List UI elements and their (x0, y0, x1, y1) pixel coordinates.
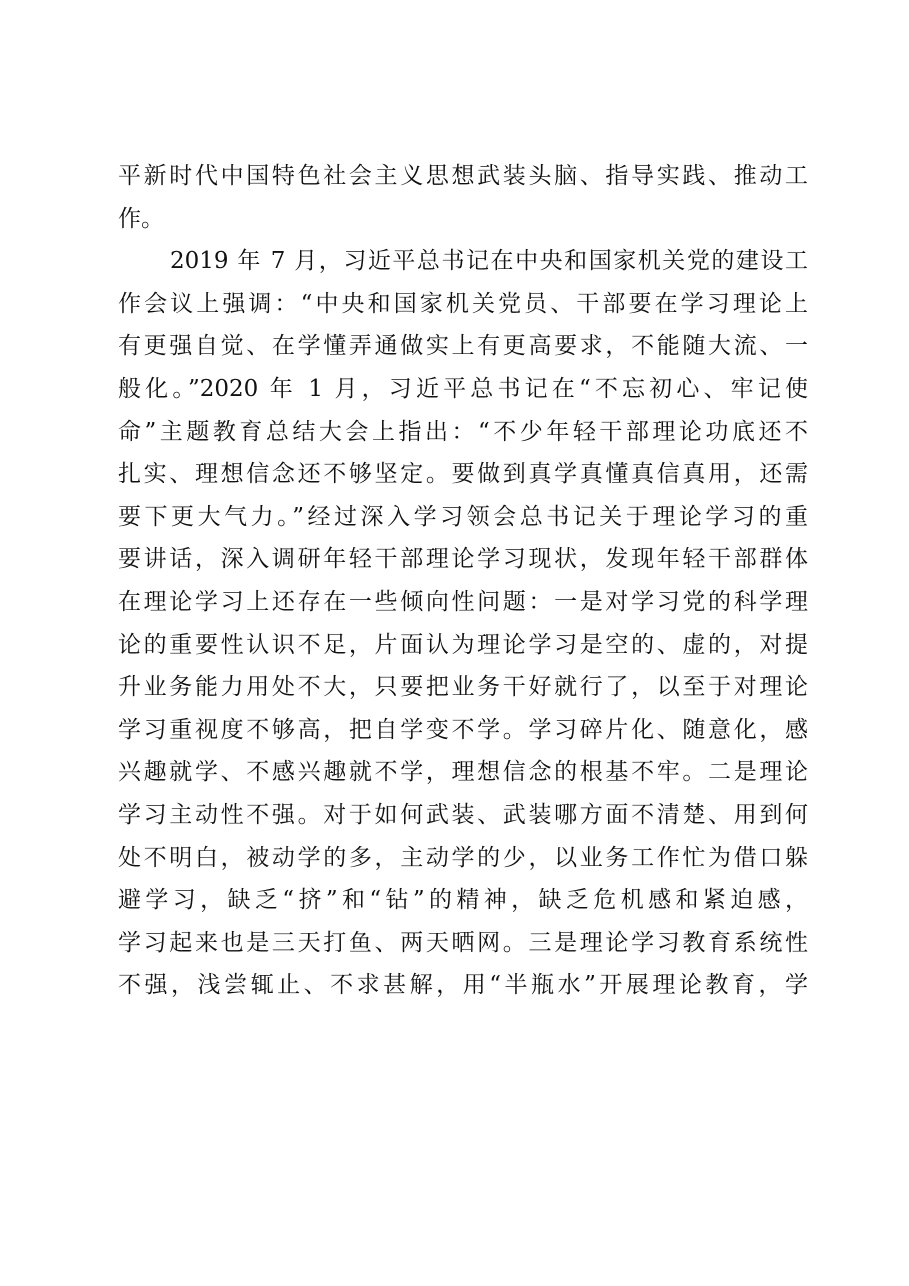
text-line: 升业务能力用处不大，只要把业务干好就行了，以至于对理论 (118, 674, 808, 701)
text-line: 作。 (118, 205, 164, 232)
text-line: 有更强自觉、在学懂弄通做实上有更高要求，不能随大流、一 (118, 333, 808, 360)
paragraph-first-line: 2019 年 7 月，习近平总书记在中央和国家机关党的建设工 (170, 248, 808, 275)
text-line: 在理论学习上还存在一些倾向性问题：一是对学习党的科学理 (118, 588, 808, 615)
text-line: 平新时代中国特色社会主义思想武装头脑、指导实践、推动工 (118, 163, 808, 189)
text-line: 兴趣就学、不感兴趣就不学，理想信念的根基不牢。二是理论 (118, 759, 808, 786)
text-line: 学习起来也是三天打鱼、两天晒网。三是理论学习教育系统性 (118, 929, 808, 956)
text-line: 处不明白，被动学的多，主动学的少，以业务工作忙为借口躲 (118, 844, 808, 871)
text-line: 作会议上强调：“中央和国家机关党员、干部要在学习理论上 (118, 290, 808, 317)
body-text (118, 155, 808, 1007)
text-line: 要讲话，深入调研年轻干部理论学习现状，发现年轻干部群体 (118, 546, 808, 573)
text-line: 不强，浅尝辄止、不求甚解，用“半瓶水”开展理论教育，学 (118, 972, 808, 999)
text-line: 要下更大气力。”经过深入学习领会总书记关于理论学习的重 (118, 503, 808, 530)
text-line: 论的重要性认识不足，片面认为理论学习是空的、虚的，对提 (118, 631, 808, 658)
text-line: 扎实、理想信念还不够坚定。要做到真学真懂真信真用，还需 (118, 461, 808, 488)
text-line: 学习重视度不够高，把自学变不学。学习碎片化、随意化，感 (118, 716, 808, 743)
text-line: 般化。”2020 年 1 月，习近平总书记在“不忘初心、牢记使 (118, 375, 808, 402)
text-line: 避学习，缺乏“挤”和“钻”的精神，缺乏危机感和紧迫感， (118, 887, 808, 914)
text-line: 命”主题教育总结大会上指出：“不少年轻干部理论功底还不 (118, 418, 808, 445)
text-line: 学习主动性不强。对于如何武装、武装哪方面不清楚、用到何 (118, 801, 808, 828)
